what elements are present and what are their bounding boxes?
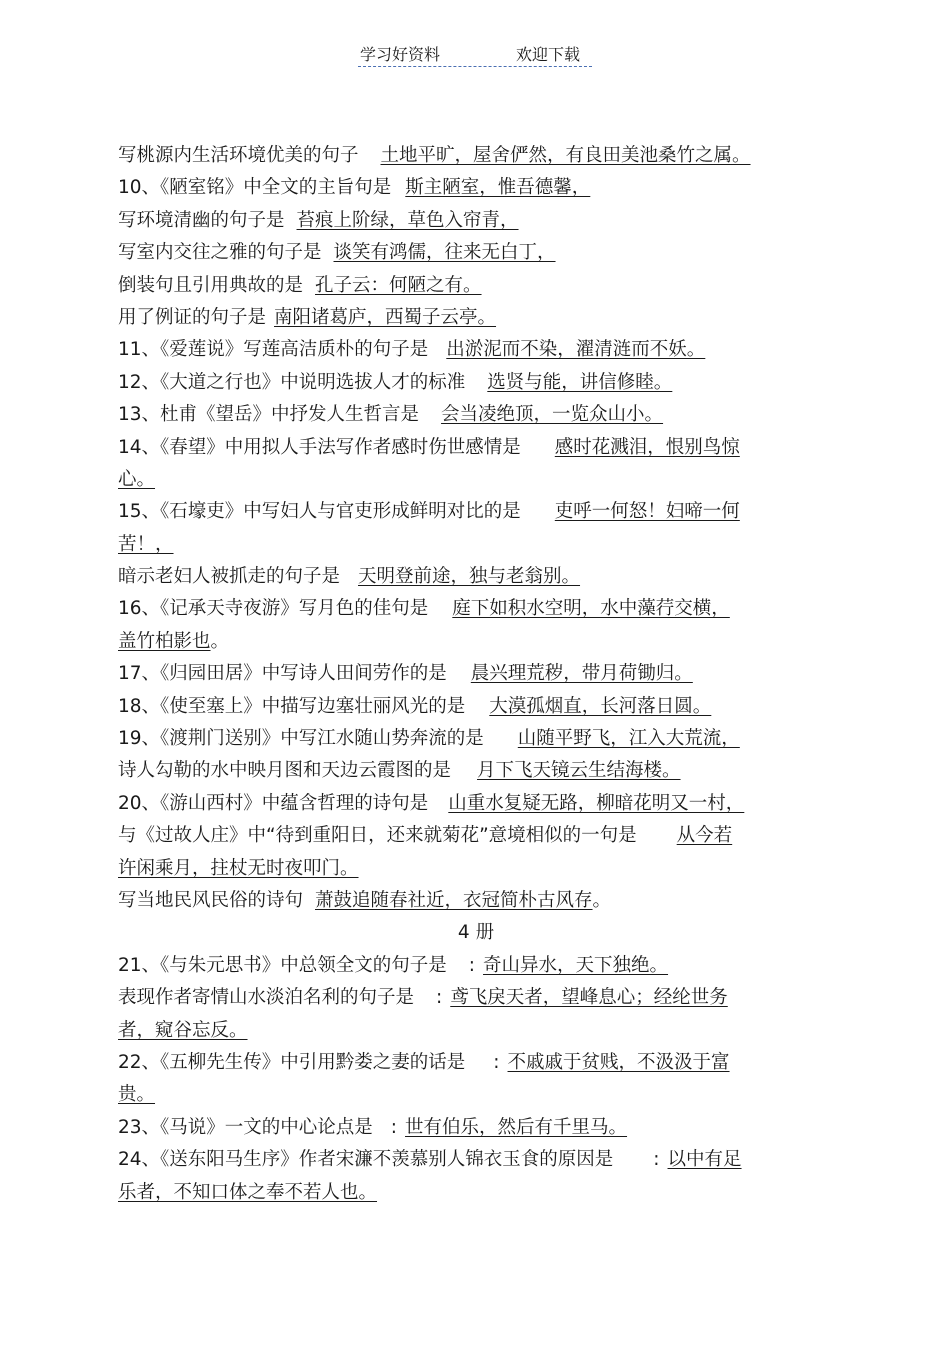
text-line bbox=[118, 464, 834, 496]
answer-text: 者，窥谷忘反。 bbox=[118, 1019, 248, 1041]
document-body bbox=[118, 140, 834, 1209]
answer-text: 感时花溅泪，恨别鸟惊 bbox=[554, 436, 740, 458]
question-text: 12、《大道之行也》中说明选拔人才的标准 bbox=[118, 371, 466, 393]
question-text: 22、《五柳先生传》中引用黔娄之妻的话是 bbox=[118, 1051, 466, 1073]
answer-text: 苦！， bbox=[118, 533, 174, 555]
answer-text: 选贤与能，讲信修睦。 bbox=[487, 371, 673, 393]
question-text: 暗示老妇人被抓走的句子是 bbox=[118, 566, 341, 588]
answer-text: 山随平野飞，江入大荒流， bbox=[517, 728, 740, 750]
question-text: 19、《渡荆门送别》中写江水随山势奔流的是 bbox=[118, 728, 484, 750]
question-text: : bbox=[436, 987, 443, 1009]
answer-text: 天明登前途，独与老翁别。 bbox=[358, 566, 581, 588]
answer-text: 谈笑有鸿儒，往来无白丁， bbox=[333, 242, 556, 264]
question-text: 写环境清幽的句子是 bbox=[118, 209, 285, 231]
text-line bbox=[118, 723, 834, 755]
text-line bbox=[118, 658, 834, 690]
question-text: 。 bbox=[210, 630, 230, 652]
text-line bbox=[118, 593, 834, 625]
text-line bbox=[118, 1177, 834, 1209]
answer-text: 苔痕上阶绿，草色入帘青， bbox=[296, 209, 519, 231]
question-text: 21、《与朱元思书》中总领全文的句子是 bbox=[118, 954, 447, 976]
text-line bbox=[118, 432, 834, 464]
text-line bbox=[118, 788, 834, 820]
answer-text: 大漠孤烟直，长河落日圆。 bbox=[489, 695, 712, 717]
answer-text: 斯主陋室，惟吾德馨， bbox=[405, 177, 591, 199]
text-line bbox=[118, 917, 834, 949]
header-right-text: 欢迎下载 bbox=[516, 45, 581, 64]
text-line bbox=[118, 334, 834, 366]
answer-text: 以中有足 bbox=[667, 1149, 742, 1171]
answer-text: 盖竹柏影也 bbox=[118, 630, 211, 652]
answer-text: 乐者，不知口体之奉不若人也。 bbox=[118, 1181, 378, 1203]
section-heading: 4 册 bbox=[457, 922, 495, 944]
question-text: 诗人勾勒的水中映月图和天边云霞图的是 bbox=[118, 760, 452, 782]
text-line bbox=[118, 302, 834, 334]
answer-text: 吏呼一何怒！妇啼一何 bbox=[554, 501, 740, 523]
header-left-text: 学习好资料 bbox=[360, 45, 441, 64]
text-line bbox=[118, 270, 834, 302]
question-text: 16、《记承天寺夜游》写月色的佳句是 bbox=[118, 598, 429, 620]
answer-text: 奇山异水，天下独绝。 bbox=[483, 954, 669, 976]
text-line bbox=[118, 885, 834, 917]
question-text: 倒装句且引用典故的是 bbox=[118, 274, 304, 296]
answer-text: 晨兴理荒秽，带月荷锄归。 bbox=[470, 663, 693, 685]
text-line bbox=[118, 755, 834, 787]
question-text: 写当地民风民俗的诗句 bbox=[118, 889, 304, 911]
answer-text: 出淤泥而不染，濯清涟而不妖。 bbox=[446, 339, 706, 361]
question-text: 23、《马说》一文的中心论点是 bbox=[118, 1116, 373, 1138]
text-line bbox=[118, 529, 834, 561]
text-line bbox=[118, 1112, 834, 1144]
text-line bbox=[118, 561, 834, 593]
answer-text: 心。 bbox=[118, 468, 156, 490]
answer-text: 贵。 bbox=[118, 1084, 156, 1106]
question-text: 20、《游山西村》中蕴含哲理的诗句是 bbox=[118, 792, 429, 814]
answer-text: 会当凌绝顶，一览众山小。 bbox=[441, 404, 664, 426]
text-line bbox=[118, 367, 834, 399]
question-text: 。 bbox=[592, 889, 612, 911]
answer-text: 从今若 bbox=[676, 825, 733, 847]
question-text: : bbox=[493, 1051, 500, 1073]
answer-text: 月下飞天镜云生结海楼。 bbox=[477, 760, 681, 782]
text-line bbox=[118, 982, 834, 1014]
question-text: 用了例证的句子是 bbox=[118, 306, 267, 328]
text-line bbox=[118, 172, 834, 204]
answer-text: 山重水复疑无路，柳暗花明又一村， bbox=[448, 792, 745, 814]
page-header bbox=[358, 40, 592, 67]
answer-text: 不戚戚于贫贱，不汲汲于富 bbox=[507, 1051, 730, 1073]
question-text: 表现作者寄情山水淡泊名利的句子是 bbox=[118, 987, 415, 1009]
question-text: 写桃源内生活环境优美的句子 bbox=[118, 145, 359, 166]
text-line bbox=[118, 1144, 834, 1176]
question-text: 10、《陋室铭》中全文的主旨句是 bbox=[118, 177, 392, 199]
answer-text: 庭下如积水空明，水中藻荇交横， bbox=[452, 598, 730, 620]
question-text: 写室内交往之雅的句子是 bbox=[118, 242, 322, 264]
question-text: : bbox=[390, 1116, 398, 1138]
question-text: 13、杜甫《望岳》中抒发人生哲言是 bbox=[118, 404, 420, 426]
answer-text: 世有伯乐，然后有千里马。 bbox=[405, 1116, 628, 1138]
question-text: 14、《春望》中用拟人手法写作者感时伤世感情是 bbox=[118, 436, 521, 458]
question-text: 15、《石壕吏》中写妇人与官吏形成鲜明对比的是 bbox=[118, 501, 521, 523]
text-line bbox=[118, 691, 834, 723]
text-line bbox=[118, 1015, 834, 1047]
text-line bbox=[118, 140, 834, 172]
answer-text: 鸢飞戾天者，望峰息心；经纶世务 bbox=[450, 987, 728, 1009]
answer-text: 南阳诸葛庐，西蜀子云亭。 bbox=[274, 306, 497, 328]
text-line bbox=[118, 1047, 834, 1079]
text-line bbox=[118, 399, 834, 431]
text-line bbox=[118, 853, 834, 885]
question-text: : bbox=[468, 954, 476, 976]
question-text: 11、《爱莲说》写莲高洁质朴的句子是 bbox=[118, 339, 429, 361]
text-line bbox=[118, 626, 834, 658]
question-text: 与《过故人庄》中“待到重阳日，还来就菊花”意境相似的一句是 bbox=[118, 825, 637, 847]
text-line bbox=[118, 1079, 834, 1111]
answer-text: 孔子云：何陋之有。 bbox=[315, 274, 482, 296]
question-text: 24、《送东阳马生序》作者宋濂不羡慕别人锦衣玉食的原因是 bbox=[118, 1149, 614, 1171]
text-line bbox=[118, 950, 834, 982]
text-line bbox=[118, 205, 834, 237]
text-line bbox=[118, 237, 834, 269]
question-text: 17、《归园田居》中写诗人田间劳作的是 bbox=[118, 663, 447, 685]
text-line bbox=[118, 496, 834, 528]
text-line bbox=[118, 820, 834, 852]
question-text: : bbox=[653, 1149, 660, 1171]
answer-text: 许闲乘月，拄杖无时夜叩门。 bbox=[118, 857, 359, 879]
answer-text: 土地平旷，屋舍俨然，有良田美池桑竹之属。 bbox=[380, 145, 751, 166]
answer-text: 萧鼓追随春社近，衣冠简朴古风存 bbox=[315, 889, 593, 911]
question-text: 18、《使至塞上》中描写边塞壮丽风光的是 bbox=[118, 695, 466, 717]
